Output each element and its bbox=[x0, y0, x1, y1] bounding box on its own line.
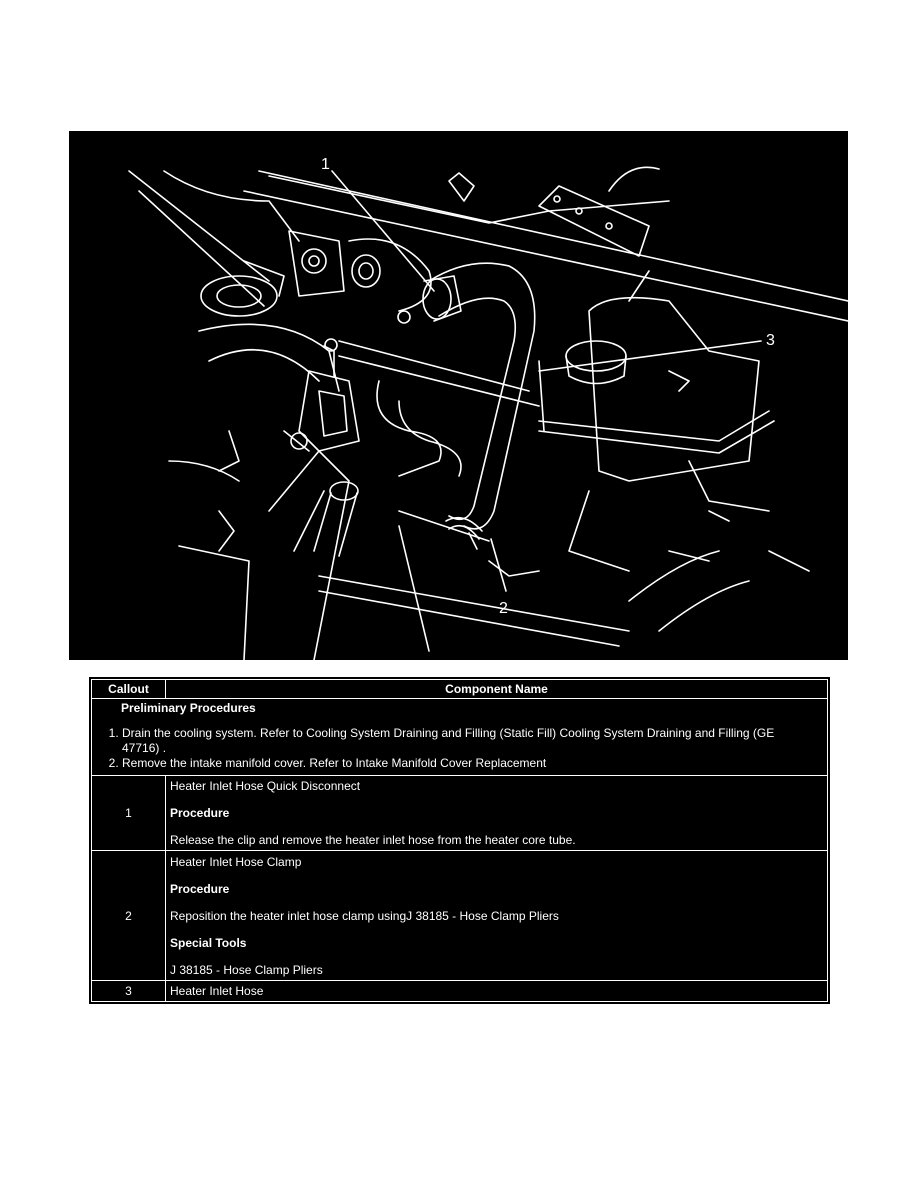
row-component bbox=[166, 776, 828, 851]
row-callout: 3 bbox=[92, 980, 166, 1001]
procedure-label: Procedure bbox=[170, 806, 230, 821]
component-name: Heater Inlet Hose bbox=[170, 983, 264, 998]
procedure-text: Release the clip and remove the heater inlet hose from the heater core tube. bbox=[170, 833, 576, 848]
component-name: Heater Inlet Hose Quick Disconnect bbox=[170, 779, 361, 794]
preliminary-row bbox=[92, 699, 828, 776]
procedure-text: Reposition the heater inlet hose clamp usingJ 38185 - Hose Clamp Pliers bbox=[170, 908, 559, 923]
heater-hose-line-drawing bbox=[69, 131, 848, 660]
table-row bbox=[92, 851, 828, 980]
header-callout: Callout bbox=[92, 680, 166, 699]
component-name: Heater Inlet Hose Clamp bbox=[170, 854, 302, 869]
callout-3-label: 3 bbox=[766, 332, 775, 349]
callout-table-frame bbox=[89, 677, 830, 1004]
preliminary-step: 2. Remove the intake manifold cover. Refer to Intake Manifold Cover Replacement bbox=[122, 756, 799, 771]
row-component bbox=[166, 851, 828, 980]
preliminary-step: 1. Drain the cooling system. Refer to Cooling System Draining and Filling (Static Fill) Cooling System Draining and Filling (GE 47716) . bbox=[122, 726, 799, 756]
special-tools-text: J 38185 - Hose Clamp Pliers bbox=[170, 962, 323, 977]
special-tools-label: Special Tools bbox=[170, 935, 247, 950]
row-callout: 1 bbox=[92, 776, 166, 851]
preliminary-title: Preliminary Procedures bbox=[121, 701, 256, 716]
engine-illustration bbox=[69, 131, 848, 660]
preliminary-steps bbox=[104, 726, 799, 771]
table-row bbox=[92, 980, 828, 1001]
row-component bbox=[166, 980, 828, 1001]
table-header-row bbox=[92, 680, 828, 699]
header-component-name: Component Name bbox=[166, 680, 828, 699]
procedure-label: Procedure bbox=[170, 881, 230, 896]
row-callout: 2 bbox=[92, 851, 166, 980]
callout-1-label: 1 bbox=[321, 156, 330, 173]
table-row bbox=[92, 776, 828, 851]
callout-table bbox=[91, 679, 828, 1002]
callout-2-label: 2 bbox=[499, 600, 508, 617]
preliminary-cell bbox=[92, 699, 828, 776]
